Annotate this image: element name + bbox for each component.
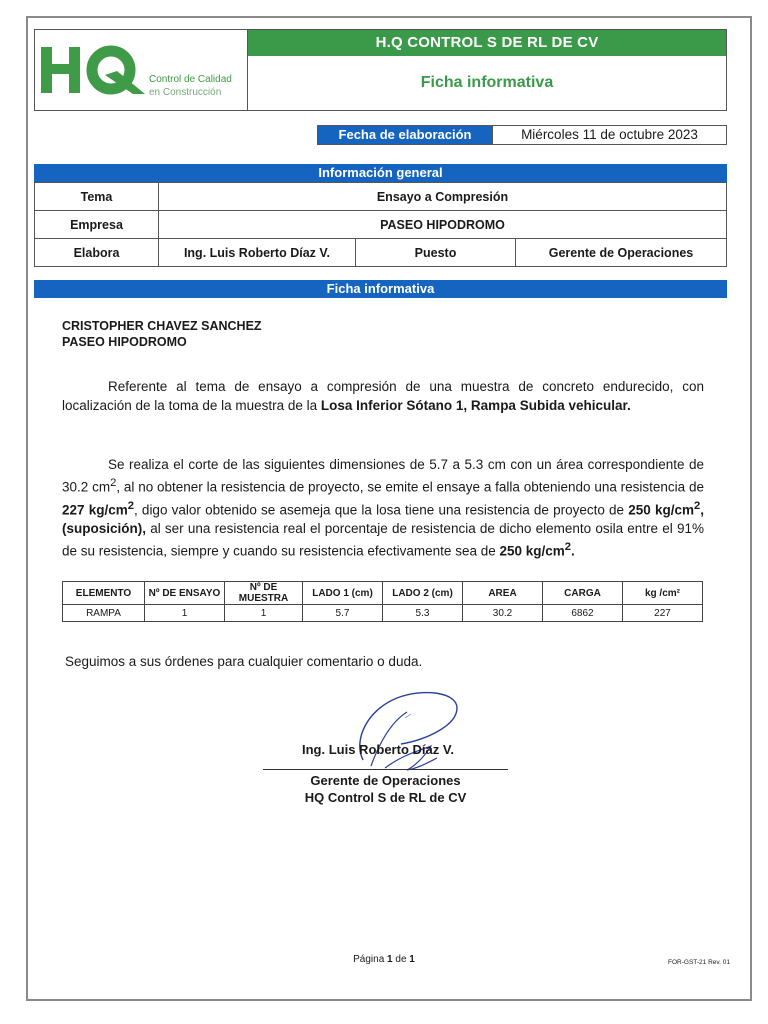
- paragraph-reference: [62, 377, 704, 415]
- page-number: [0, 954, 768, 965]
- cell-muestra: 1: [225, 605, 303, 622]
- table-row: [35, 211, 727, 239]
- signer-role: Gerente de Operaciones: [310, 773, 461, 788]
- title-cell: [248, 30, 726, 110]
- p2-end: .: [571, 543, 575, 559]
- table-row: [35, 239, 727, 267]
- col-header: LADO 1 (cm): [303, 582, 383, 605]
- logo-line-1: Control de Calidad: [149, 74, 232, 85]
- logo: [35, 30, 248, 110]
- signer-company: HQ Control S de RL de CV: [304, 790, 467, 805]
- col-header: LADO 2 (cm): [383, 582, 463, 605]
- signature-line: [263, 769, 508, 770]
- signer-role-block: [263, 772, 508, 806]
- col-header: Nº DE ENSAYO: [145, 582, 225, 605]
- logo-line-2: en Construcción: [149, 87, 222, 98]
- logo-text: [149, 73, 232, 99]
- paragraph-results: [62, 455, 704, 561]
- sample-location: Losa Inferior Sótano 1, Rampa Subida vehicular.: [320, 398, 631, 413]
- p2-sup-4: 2: [564, 541, 572, 553]
- closing-text: Seguimos a sus órdenes para cualquier comentario o duda.: [65, 654, 423, 669]
- col-header: Nº DE MUESTRA: [225, 582, 303, 605]
- paragraph-1-text: Referente al tema de ensayo a compresión de una muestra de concreto endurecido, con localización de la toma de la muestra de la: [62, 379, 704, 413]
- elabora-value: Ing. Luis Roberto Díaz V.: [159, 239, 356, 267]
- date-value: Miércoles 11 de octubre 2023: [492, 126, 726, 144]
- document-header: [34, 29, 727, 111]
- p2-sup-2: 2: [127, 499, 134, 512]
- puesto-label: Puesto: [356, 239, 516, 267]
- elabora-label: Elabora: [35, 239, 159, 267]
- cell-lado1: 5.7: [303, 605, 383, 622]
- general-info-title: Información general: [34, 164, 727, 182]
- general-info-table: [34, 182, 727, 267]
- col-header: kg /cm²: [623, 582, 703, 605]
- form-code: FOR-GST-21 Rev. 01: [668, 959, 731, 966]
- p2-bold-3: 250 kg/cm: [499, 543, 565, 559]
- cell-ensayo: 1: [145, 605, 225, 622]
- empresa-value: PASEO HIPODROMO: [159, 211, 727, 239]
- recipient: [62, 318, 262, 350]
- recipient-company: PASEO HIPODROMO: [62, 335, 187, 349]
- tema-value: Ensayo a Compresión: [159, 183, 727, 211]
- p2-sup-3: 2: [693, 499, 701, 512]
- page-total: 1: [409, 954, 415, 965]
- ficha-title: Ficha informativa: [34, 280, 727, 298]
- col-header: AREA: [463, 582, 543, 605]
- page-mid: de: [392, 954, 410, 965]
- page-current: 1: [387, 954, 393, 965]
- company-name: H.Q CONTROL S DE RL DE CV: [248, 30, 726, 56]
- hq-logo-icon: [39, 44, 147, 96]
- date-row: [317, 125, 727, 145]
- results-table: [62, 581, 703, 622]
- empresa-label: Empresa: [35, 211, 159, 239]
- p2-text-4: al ser una resistencia real el porcentaje de resistencia de dicho elemento osila entre el 91% de su resistencia, siempre y cuando su resistencia efectivamente sea de: [62, 521, 704, 559]
- signer-name: Ing. Luis Roberto Díaz V.: [302, 742, 454, 757]
- cell-carga: 6862: [543, 605, 623, 622]
- table-header-row: [63, 582, 703, 605]
- tema-label: Tema: [35, 183, 159, 211]
- col-header: ELEMENTO: [63, 582, 145, 605]
- document-type: Ficha informativa: [420, 74, 554, 91]
- p2-text-2: , al no obtener la resistencia de proyecto, se emite el ensaye a falla obteniendo una resistencia de: [116, 479, 704, 495]
- p2-bold-1: 227 kg/cm: [62, 502, 128, 517]
- cell-resistencia: 227: [623, 605, 703, 622]
- p2-text-1: Se realiza el corte de las siguientes dimensiones de 5.7 a 5.3 cm con un área correspondiente de 30.2 cm: [62, 457, 704, 495]
- p2-bold-2: 250 kg/cm: [628, 502, 694, 517]
- cell-elemento: RAMPA: [63, 605, 145, 622]
- cell-area: 30.2: [463, 605, 543, 622]
- date-label: Fecha de elaboración: [318, 126, 492, 144]
- puesto-value: Gerente de Operaciones: [516, 239, 727, 267]
- page-prefix: Página: [353, 954, 388, 965]
- p2-text-3: , digo valor obtenido se asemeja que la losa tiene una resistencia de proyecto de: [134, 502, 629, 517]
- recipient-name: CRISTOPHER CHAVEZ SANCHEZ: [62, 319, 262, 333]
- p2-sup-1: 2: [110, 477, 117, 489]
- col-header: CARGA: [543, 582, 623, 605]
- cell-lado2: 5.3: [383, 605, 463, 622]
- table-row: [35, 183, 727, 211]
- table-row: [63, 605, 703, 622]
- p2-bold-2-extra: , (suposición),: [62, 502, 705, 536]
